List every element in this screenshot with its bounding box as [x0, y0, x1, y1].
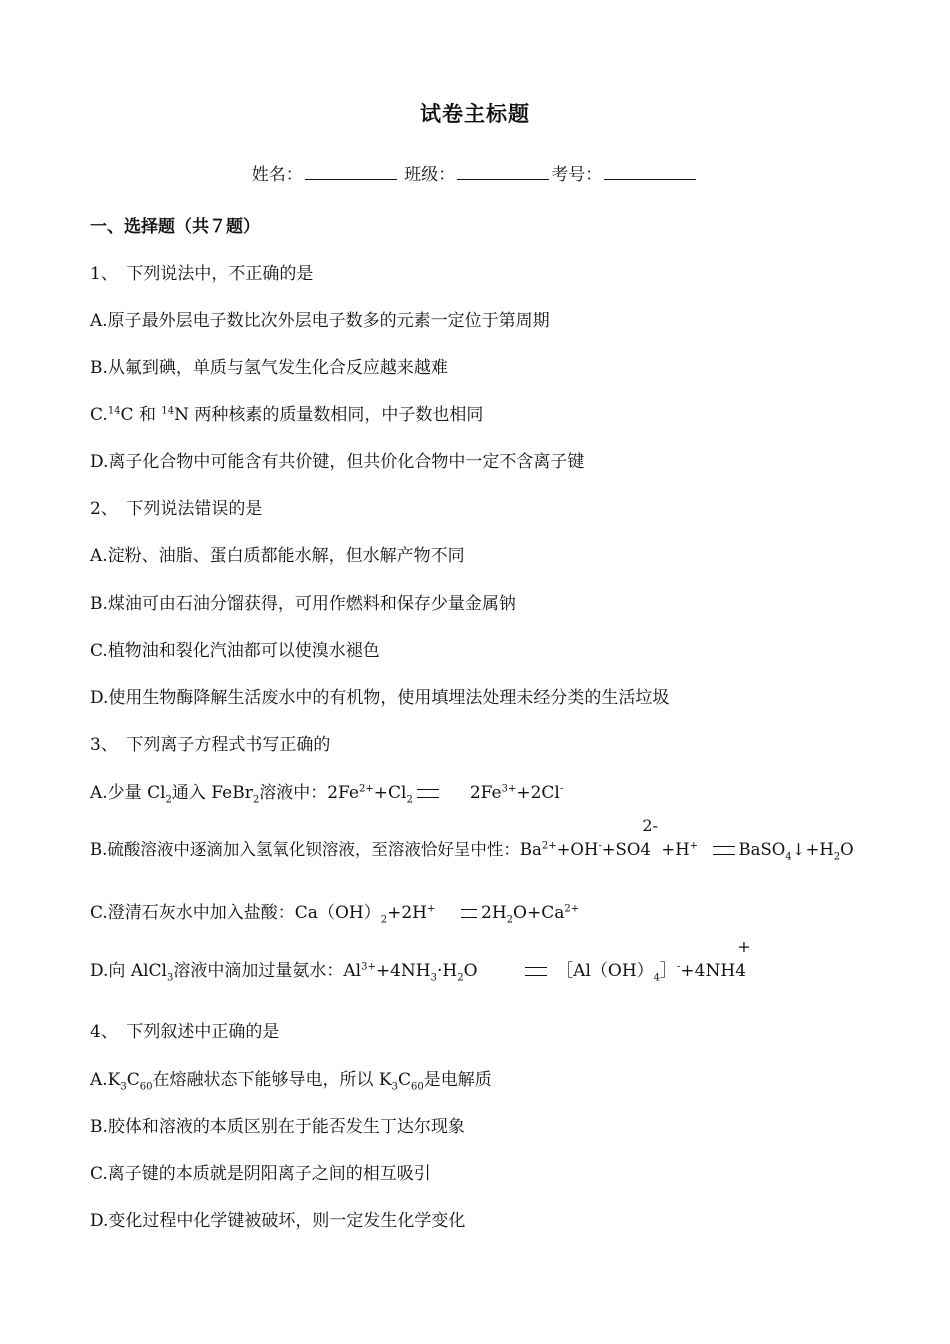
name-label: 姓名： — [251, 165, 303, 185]
q1-option-d: D.离子化合物中可能含有共价键，但共价化合物中一定不含离子键 — [90, 452, 585, 472]
equals-sign — [713, 846, 735, 855]
q4-option-a: $A.K_3C_{60}$在熔融状态下能够导电，所以 $K_3C_{60}$是电解质 — [90, 1070, 492, 1093]
question-3-stem: 3、 下列离子方程式书写正确的 — [90, 735, 331, 755]
q4-option-d: D.变化过程中化学键被破坏，则一定发生化学变化 — [90, 1211, 466, 1231]
class-label: 班级： — [404, 165, 456, 185]
id-blank[interactable] — [604, 178, 696, 180]
question-2-stem: 2、 下列说法错误的是 — [90, 499, 263, 519]
sulfate-subscript: 2- 4 — [640, 816, 658, 859]
equals-sign — [525, 967, 547, 976]
equals-sign — [461, 909, 477, 918]
q1-option-c: C.$^{14}$C 和 $^{14}$N 两种核素的质量数相同，中子数也相同 — [90, 405, 484, 425]
equals-sign — [417, 789, 439, 798]
q1-option-b: B.从氟到碘，单质与氢气发生化合反应越来越难 — [90, 358, 448, 378]
section-heading: 一、选择题（共７题） — [90, 217, 260, 237]
q4-option-c: C.离子键的本质就是阴阳离子之间的相互吸引 — [90, 1164, 431, 1184]
question-1-stem: 1、 下列说法中，不正确的是 — [90, 264, 314, 284]
q3-option-a: A.少量 $Cl_2$通入 FeBr$_2$溶液中：$2Fe^{2+}+Cl_2$ $2Fe^{3+}+2Cl^-$ — [90, 783, 564, 806]
student-info-line — [0, 160, 950, 185]
q2-option-d: D.使用生物酶降解生活废水中的有机物，使用填埋法处理未经分类的生活垃圾 — [90, 688, 670, 708]
question-4-stem: 4、 下列叙述中正确的是 — [90, 1022, 280, 1042]
q2-option-a: A.淀粉、油脂、蛋白质都能水解，但水解产物不同 — [90, 546, 465, 566]
q1-option-a: A.原子最外层电子数比次外层电子数多的元素一定位于第周期 — [90, 311, 550, 331]
q4-option-b: B.胶体和溶液的本质区别在于能否发生丁达尔现象 — [90, 1117, 465, 1137]
ammonium-subscript: + 4 — [735, 937, 751, 981]
name-blank[interactable] — [305, 178, 397, 180]
id-label: 考号： — [551, 165, 603, 185]
q2-option-c: C.植物油和裂化汽油都可以使溴水褪色 — [90, 641, 380, 661]
class-blank[interactable] — [457, 178, 549, 180]
q3-option-b: B.硫酸溶液中逐滴加入氢氧化钡溶液，至溶液恰好呈中性：$Ba^{2+}+OH^-+SO$ 2- 4 +H+ $BaSO_4↓+H_2O$ — [90, 816, 854, 863]
q2-option-b: B.煤油可由石油分馏获得，可用作燃料和保存少量金属钠 — [90, 594, 516, 614]
page-title: 试卷主标题 — [420, 101, 530, 126]
q3-option-c: C.澄清石灰水中加入盐酸：$Ca(OH)_2+2H^+$ $2H_2O+Ca^{2+}$ — [90, 903, 580, 926]
q3-option-d: D.向 AlCl$_3$溶液中滴加过量氨水：$Al^{3+}+4NH_3\cdot H_2O$ $[Al(OH)_4]^-+4NH$ + 4 — [90, 937, 751, 984]
